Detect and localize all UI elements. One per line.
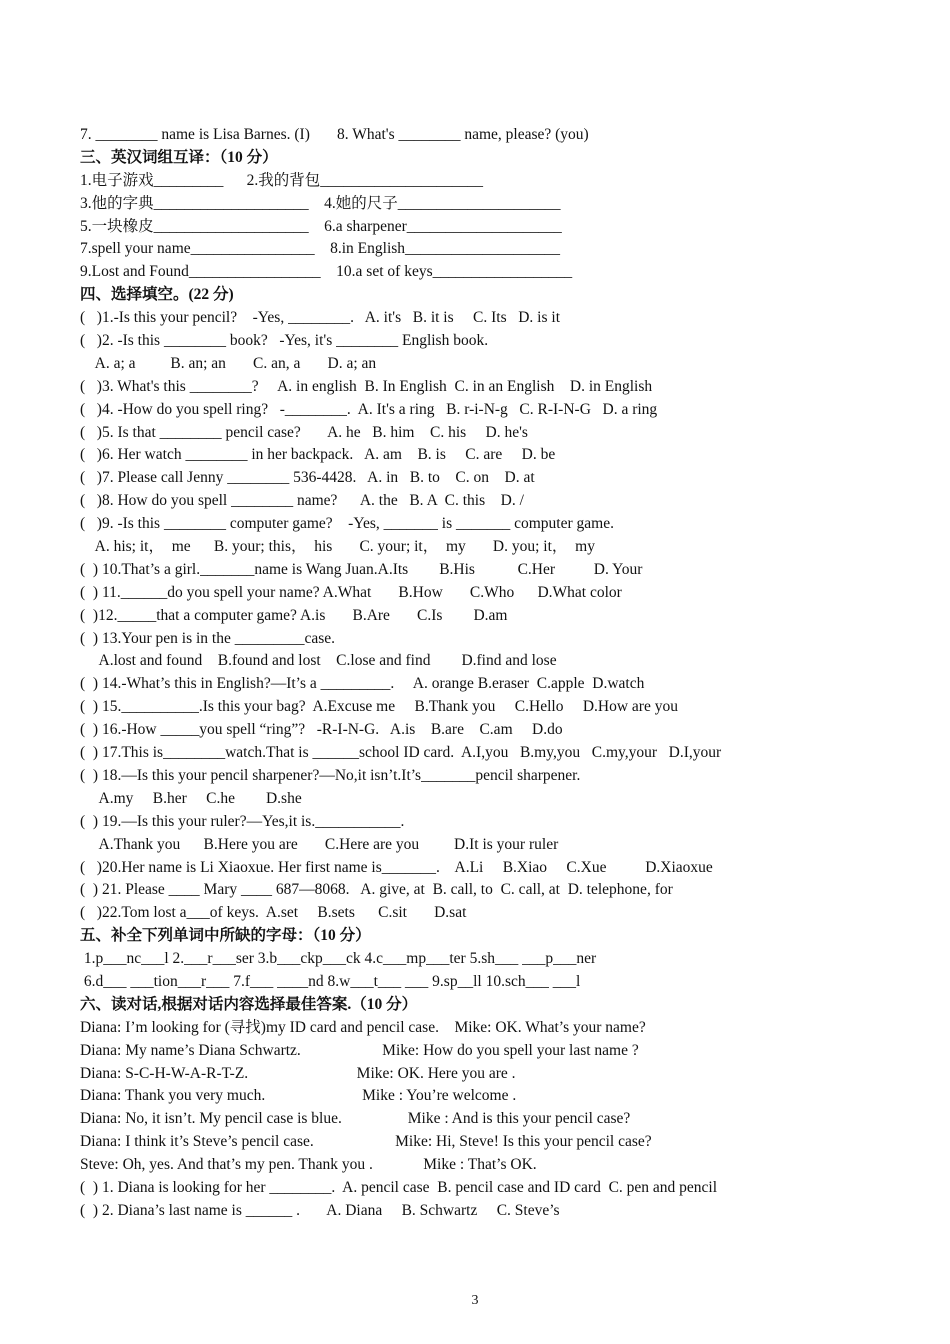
choice-question: ( ) 14.-What’s this in English?—It’s a _________. A. orange B.eraser C.apple D.watch [80, 675, 645, 693]
choice-options: A. a; a B. an; an C. an, a D. a; an [80, 354, 377, 372]
choice-question: ( )5. Is that ________ pencil case? A. he B. him C. his D. he's [80, 423, 528, 441]
translation-row-1: 1.电子游戏_________ 2.我的背包_____________________ [80, 171, 484, 189]
dialogue-line: Diana: S-C-H-W-A-R-T-Z. Mike: OK. Here you are . [80, 1064, 516, 1082]
choice-question: ( ) 11.______do you spell your name? A.What B.How C.Who D.What color [80, 583, 622, 601]
choice-question: ( )4. -How do you spell ring? -________. A. It's a ring B. r-i-N-g C. R-I-N-G D. a ring [80, 400, 658, 418]
choice-options: A.lost and found B.found and lost C.lose and find D.find and lose [80, 652, 557, 670]
section-4-heading: 四、选择填空。(22 分) [80, 286, 234, 304]
choice-question: ( )9. -Is this ________ computer game? -Yes, _______ is _______ computer game. [80, 515, 614, 533]
dialogue-line: Diana: Thank you very much. Mike : You’re welcome . [80, 1087, 517, 1105]
choice-question: ( )3. What's this ________? A. in english B. In English C. in an English D. in English [80, 377, 653, 395]
document-body [80, 124, 900, 1223]
missing-letters-row-1: 1.p___nc___l 2.___r___ser 3.b___ckp___ck 4.c___mp___ter 5.sh___ ___p___ner [80, 950, 597, 968]
choice-question: ( )6. Her watch ________ in her backpack. A. am B. is C. are D. be [80, 446, 556, 464]
choice-question: ( ) 15.__________.Is this your bag? A.Excuse me B.Thank you C.Hello D.How are you [80, 698, 678, 716]
choice-question: ( ) 16.-How _____you spell “ring”? -R-I-N-G. A.is B.are C.am D.do [80, 721, 563, 739]
dialogue-line: Diana: I think it’s Steve’s pencil case. Mike: Hi, Steve! Is this your pencil case? [80, 1133, 652, 1151]
choice-question: ( ) 10.That’s a girl._______name is Wang Juan.A.Its B.His C.Her D. Your [80, 560, 643, 578]
choice-question: ( ) 21. Please ____ Mary ____ 687—8068. A. give, at B. call, to C. call, at D. telephone, for [80, 881, 673, 899]
choice-question: ( ) 17.This is________watch.That is ______school ID card. A.I,you B.my,you C.my,your D.I,your [80, 744, 722, 762]
question-7-8: 7. ________ name is Lisa Barnes. (I) 8. What's ________ name, please? (you) [80, 126, 589, 143]
dialogue-line: Diana: No, it isn’t. My pencil case is blue. Mike : And is this your pencil case? [80, 1110, 631, 1128]
page-number: 3 [471, 1293, 479, 1308]
translation-row-4: 7.spell your name________________ 8.in English____________________ [80, 240, 561, 258]
choice-options: A. his; it， me B. your; this， his C. your; it， my D. you; it， my [80, 538, 595, 556]
section-5-heading: 五、补全下列单词中所缺的字母：（10 分） [80, 927, 371, 945]
translation-row-5: 9.Lost and Found_________________ 10.a set of keys__________________ [80, 263, 573, 281]
choice-question: ( )2. -Is this ________ book? -Yes, it's ________ English book. [80, 332, 489, 350]
translation-row-2: 3.他的字典____________________ 4.她的尺子_____________________ [80, 194, 561, 212]
section-6-heading: 六、读对话,根据对话内容选择最佳答案.（10 分） [80, 995, 418, 1013]
choice-question: ( )22.Tom lost a___of keys. A.set B.sets C.sit D.sat [80, 904, 467, 922]
dialogue-line: Diana: I’m looking for (寻找)my ID card and pencil case. Mike: OK. What’s your name? [80, 1018, 646, 1036]
translation-row-3: 5.一块橡皮____________________ 6.a sharpener____________________ [80, 217, 562, 235]
choice-options: A.my B.her C.he D.she [80, 789, 302, 807]
dialogue-line: Diana: My name’s Diana Schwartz. Mike: How do you spell your last name ? [80, 1041, 639, 1059]
choice-question: ( )8. How do you spell ________ name? A. the B. A C. this D. / [80, 492, 524, 510]
section-3-heading: 三、英汉词组互译：（10 分） [80, 148, 278, 166]
reading-question: ( ) 1. Diana is looking for her ________. A. pencil case B. pencil case and ID card C. pen and pencil [80, 1178, 718, 1196]
choice-options: A.Thank you B.Here you are C.Here are you D.It is your ruler [80, 835, 559, 853]
choice-question: ( )20.Her name is Li Xiaoxue. Her first name is_______. A.Li B.Xiao C.Xue D.Xiaoxue [80, 858, 713, 876]
choice-question: ( ) 19.—Is this your ruler?—Yes,it is.___________. [80, 812, 405, 830]
choice-question: ( )1.-Is this your pencil? -Yes, ________. A. it's B. it is C. Its D. is it [80, 309, 561, 327]
choice-question: ( ) 13.Your pen is in the _________case. [80, 629, 336, 647]
dialogue-line: Steve: Oh, yes. And that’s my pen. Thank you . Mike : That’s OK. [80, 1156, 537, 1174]
choice-question: ( )7. Please call Jenny ________ 536-4428. A. in B. to C. on D. at [80, 469, 535, 487]
choice-question: ( )12._____that a computer game? A.is B.Are C.Is D.am [80, 606, 508, 624]
reading-question: ( ) 2. Diana’s last name is ______ . A. Diana B. Schwartz C. Steve’s [80, 1201, 560, 1219]
missing-letters-row-2: 6.d___ ___tion___r___ 7.f___ ____nd 8.w___t___ ___ 9.sp__ll 10.sch___ ___l [80, 972, 581, 990]
choice-question: ( ) 18.—Is this your pencil sharpener?—No,it isn’t.It’s_______pencil sharpener. [80, 766, 581, 784]
